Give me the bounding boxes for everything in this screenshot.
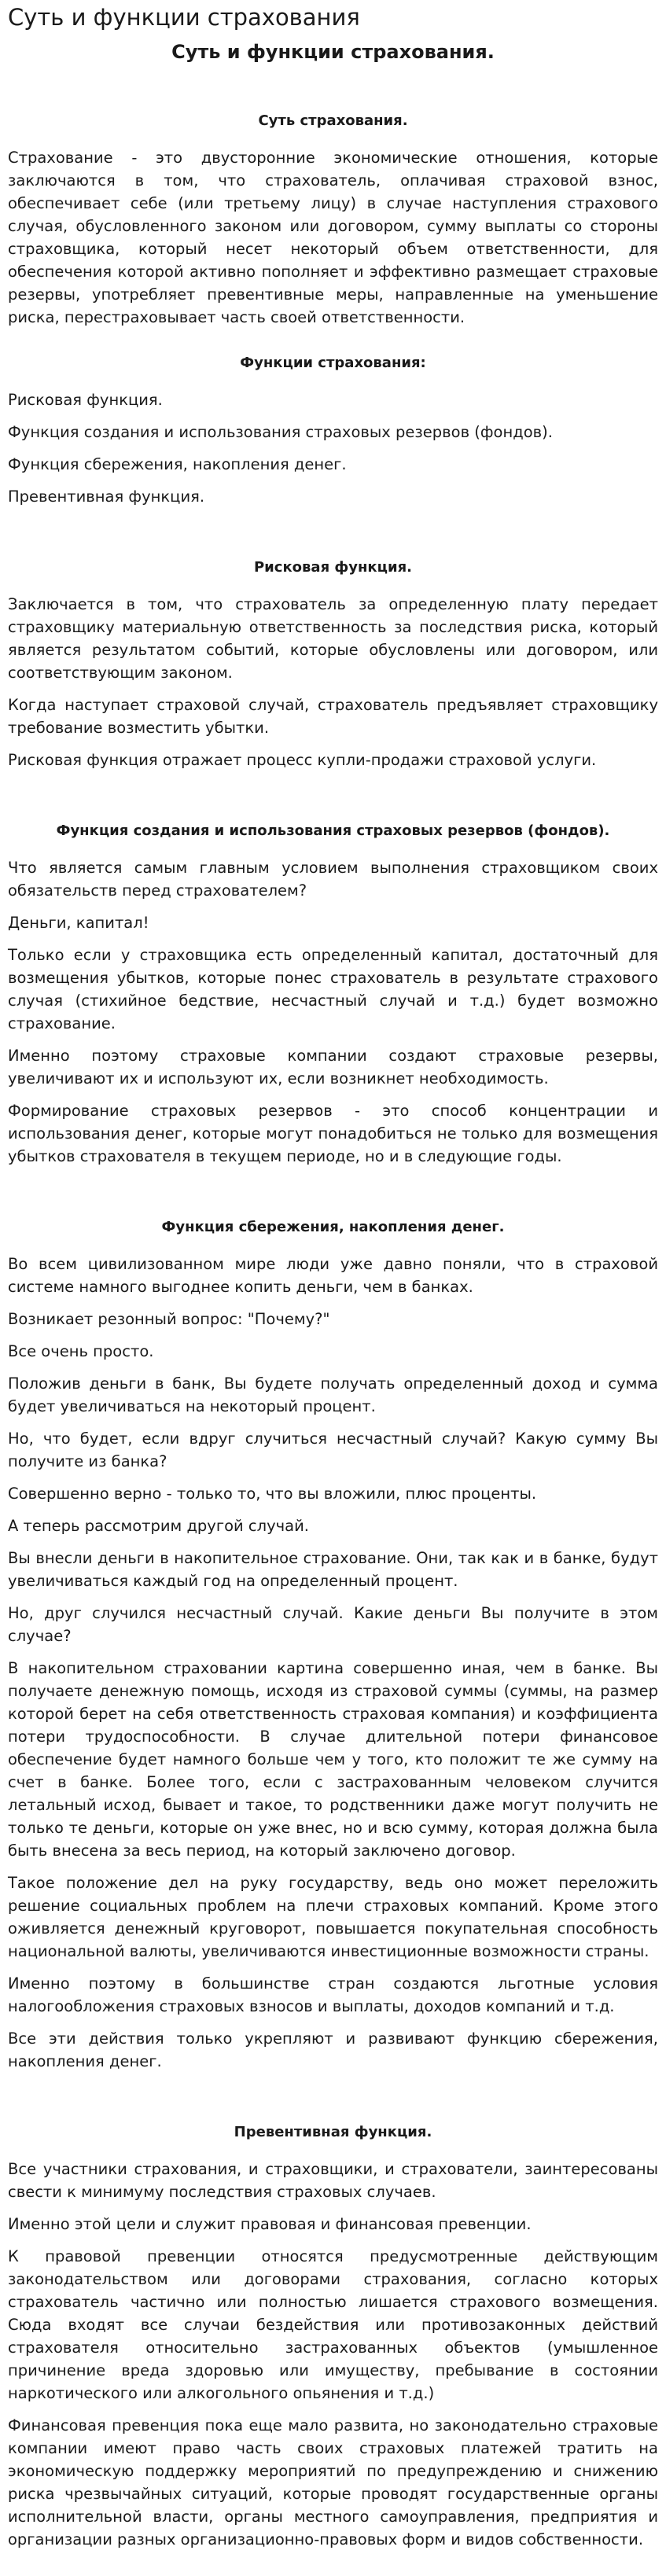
paragraph: Функция создания и использования страховых резервов (фондов). [8, 423, 553, 441]
paragraph: Формирование страховых резервов - это способ концентрации и использования денег, которые могут понадобиться не только для возмещения убытков страхователя в текущем периоде, но и в следующие годы. [8, 1102, 658, 1165]
paragraph: Но, что будет, если вдруг случиться несчастный случай? Какую сумму Вы получите из банка? [8, 1430, 658, 1470]
section-spacer [8, 781, 658, 822]
paragraph: Финансовая превенция пока еще мало развита, но законодательно страховые компании имеют право часть своих страховых платежей тратить на экономическую поддержку мероприятий по предупреждению и снижению риска чрезвычайных ситуаций, которые проводят государственные органы исполнительной власти, органы местного самоуправления, предприятия и организации разных организационно-правовых форм и видов собственности. [8, 2416, 658, 2548]
paragraph: А теперь рассмотрим другой случай. [8, 1517, 309, 1535]
paragraph: Положив деньги в банк, Вы будете получать определенный доход и сумма будет увеличиваться на некоторый процент. [8, 1374, 658, 1415]
paragraph: Что является самым главным условием выполнения страховщиком своих обязательств перед страхователем? [8, 859, 658, 900]
section-heading: Превентивная функция. [234, 2124, 432, 2140]
section-spacer [8, 517, 658, 558]
paragraph: Возникает резонный вопрос: "Почему?" [8, 1310, 330, 1328]
section-2 [8, 558, 658, 771]
section-5 [8, 2123, 658, 2551]
paragraph: Во всем цивилизованном мире люди уже давно поняли, что в страховой системе намного выгоднее копить деньги, чем в банках. [8, 1255, 658, 1296]
paragraph: Рисковая функция. [8, 391, 163, 409]
paragraph: К правовой превенции относятся предусмотренные действующим законодательством или договорами страхования, согласно которых страхователь частично или полностью лишается страхового возмещения. Сюда входят все случаи бездействия или противозаконных действий страхователя относительно застрахованных объектов (умышленное причинение вреда здоровью или имуществу, пребывание в состоянии наркотического или алкогольного опьянения и т.д.) [8, 2247, 658, 2402]
section-spacer [8, 2082, 658, 2123]
document-body [8, 112, 658, 2551]
paragraph: Такое положение дел на руку государству, ведь оно может переложить решение социальных проблем на плечи страховых компаний. Кроме этого оживляется денежный круговорот, повышается покупательная способность национальной валюты, увеличиваются инвестиционные возможности страны. [8, 1874, 658, 1960]
paragraph: Именно поэтому страховые компании создают страховые резервы, увеличивают их и используют их, если возникнет необходимость. [8, 1047, 658, 1087]
paragraph: Заключается в том, что страхователь за определенную плату передает страховщику материальную ответственность за последствия риска, который является результатом событий, которые обусловлены или договором, или соответствующим законом. [8, 595, 658, 682]
paragraph: Вы внесли деньги в накопительное страхование. Они, так как и в банке, будут увеличиваться каждый год на определенный процент. [8, 1549, 658, 1590]
section-spacer [8, 1177, 658, 1218]
section-0 [8, 112, 658, 329]
section-spacer [8, 338, 658, 354]
section-3 [8, 822, 658, 1168]
section-heading: Функция сбережения, накопления денег. [161, 1219, 505, 1235]
document-title: Суть и функции страхования. [171, 41, 495, 63]
section-heading: Рисковая функция. [253, 559, 412, 576]
paragraph: Функция сбережения, накопления денег. [8, 455, 347, 473]
paragraph: Только если у страховщика есть определенный капитал, достаточный для возмещения убытков, которые понес страхователь в результате страхового случая (стихийное бедствие, несчастный случай и т.д.) будет возможно страхование. [8, 946, 658, 1032]
section-4 [8, 1218, 658, 2073]
section-heading: Функции страхования: [240, 355, 426, 371]
paragraph: Деньги, капитал! [8, 914, 149, 932]
paragraph: Рисковая функция отражает процесс купли-продажи страховой услуги. [8, 751, 597, 769]
section-heading: Суть страхования. [258, 112, 408, 129]
paragraph: Совершенно верно - только то, что вы вложили, плюс проценты. [8, 1485, 537, 1503]
paragraph: Все участники страхования, и страховщики, и страхователи, заинтересованы свести к минимуму последствия страховых случаев. [8, 2160, 658, 2201]
page-header-title: Суть и функции страхования [8, 4, 360, 31]
paragraph: Превентивная функция. [8, 488, 205, 506]
section-1 [8, 354, 658, 508]
paragraph: Страхование - это двусторонние экономические отношения, которые заключаются в том, что страхователь, оплачивая страховой взнос, обеспечивает себе (или третьему лицу) в случае наступления страхового случая, обусловленного законом или договором, сумму выплаты со стороны страховщика, который несет некоторый объем ответственности, для обеспечения которой активно пополняет и эффективно размещает страховые резервы, употребляет превентивные меры, направленные на уменьшение риска, перестраховывает часть своей ответственности. [8, 149, 658, 326]
paragraph: Именно поэтому в большинстве стран создаются льготные условия налогообложения страховых взносов и выплаты, доходов компаний и т.д. [8, 1974, 658, 2015]
section-heading: Функция создания и использования страховых резервов (фондов). [56, 822, 610, 839]
paragraph: Именно этой цели и служит правовая и финансовая превенции. [8, 2215, 532, 2233]
paragraph: Все очень просто. [8, 1342, 154, 1360]
paragraph: Когда наступает страховой случай, страхователь предъявляет страховщику требование возместить убытки. [8, 696, 658, 737]
paragraph: Все эти действия только укрепляют и развивают функцию сбережения, накопления денег. [8, 2030, 658, 2070]
paragraph: В накопительном страховании картина совершенно иная, чем в банке. Вы получаете денежную помощь, исходя из страховой суммы (суммы, на размер которой берет на себя ответственность страховая компания) и коэффициента потери трудоспособности. В случае длительной потери финансовое обеспечение будет намного больше чем у того, кто положит те же сумму на счет в банке. Более того, если с застрахованным человеком случится летальный исход, бывает и такое, то родственники даже могут получить не только те деньги, которые он уже внес, но и всю сумму, которая должна была быть внесена за весь период, на который заключено договор. [8, 1659, 658, 1860]
paragraph: Но, друг случился несчастный случай. Какие деньги Вы получите в этом случае? [8, 1604, 658, 1645]
